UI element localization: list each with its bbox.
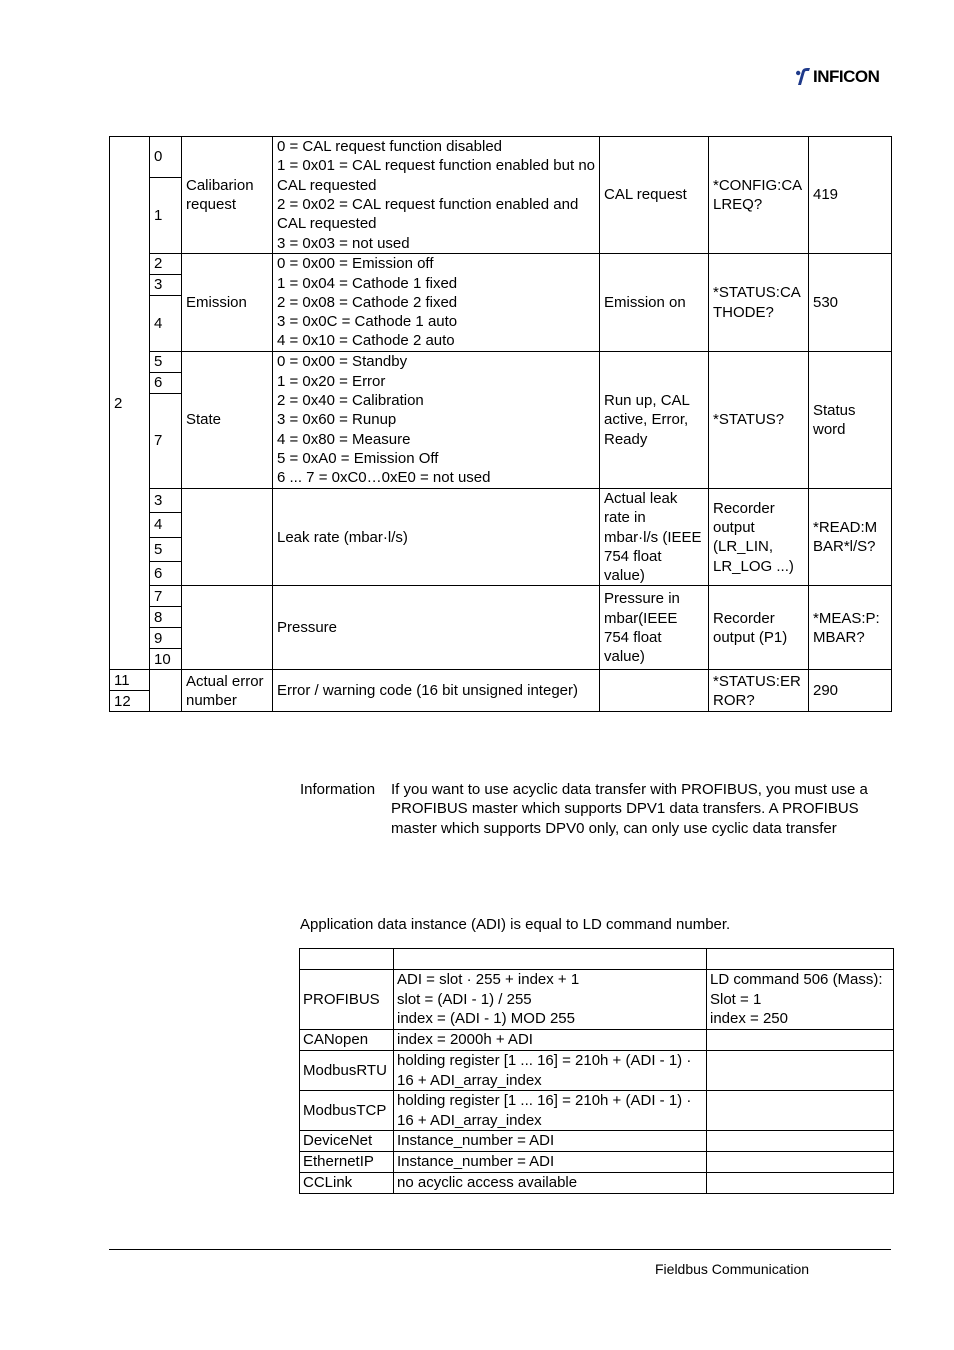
table-row — [110, 137, 892, 178]
number-cell: Status word — [809, 352, 892, 489]
byte-cell: 10 — [150, 649, 182, 670]
values-cell: 0 = 0x00 = Standby 1 = 0x20 = Error 2 = 0x40 = Calibration 3 = 0x60 = Runup 4 = 0x80 = Measure 5 = 0xA0 = Emission Off 6 ... 7 = 0xC0…0xE0 = not used — [273, 352, 600, 489]
bit-cell: 4 — [150, 296, 182, 352]
byte-cell: 12 — [110, 691, 150, 712]
byte-cell: 5 — [150, 537, 182, 561]
example-cell — [707, 1051, 894, 1091]
information-label: Information — [300, 781, 376, 798]
logo-text: INFICON — [813, 67, 880, 86]
adi-note: Application data instance (ADI) is equal to LD command number. — [300, 916, 731, 933]
table-header-row — [300, 949, 894, 970]
footer-section-title: Fieldbus Communication — [655, 1261, 810, 1277]
table-row — [300, 1152, 894, 1173]
meaning-cell: Recorder output (LR_LIN, LR_LOG ...) — [709, 489, 809, 586]
example-cell — [707, 1091, 894, 1131]
status-bits-table — [109, 136, 892, 712]
example-cell — [707, 1131, 894, 1152]
header-cell — [300, 949, 394, 970]
byte-cell: 6 — [150, 562, 182, 586]
example-cell — [707, 1030, 894, 1051]
bit-cell: 1 — [150, 178, 182, 254]
bus-cell: EthernetIP — [300, 1152, 394, 1173]
values-cell: Actual leak rate in mbar·l/s (IEEE 754 float value) — [600, 489, 709, 586]
bit-cell — [182, 489, 273, 586]
bit-cell: 5 — [150, 352, 182, 373]
byte-cell: 11 — [110, 670, 150, 691]
example-cell — [707, 1173, 894, 1194]
byte-cell: 2 — [110, 137, 150, 670]
table-row — [300, 1030, 894, 1051]
table-row — [300, 1173, 894, 1194]
bit-cell: 3 — [150, 275, 182, 296]
formula-cell: Instance_number = ADI — [394, 1152, 707, 1173]
information-text: If you want to use acyclic data transfer with PROFIBUS, you must use a PROFIBUS master which supports DPV1 data transfers. A PROFIBUS master which supports DPV0 only, can only use cyclic data transfer — [391, 781, 868, 837]
bus-cell: ModbusTCP — [300, 1091, 394, 1131]
command-cell: *CONFIG:CALREQ? — [709, 137, 809, 254]
bus-cell: ModbusRTU — [300, 1051, 394, 1091]
values-cell: Error / warning code (16 bit unsigned integer) — [273, 670, 600, 712]
meaning-cell: Recorder output (P1) — [709, 586, 809, 670]
bit-cell: 0 — [150, 137, 182, 178]
table-row — [300, 1131, 894, 1152]
number-cell: 530 — [809, 254, 892, 352]
table-row — [300, 1091, 894, 1131]
name-cell: Emission — [182, 254, 273, 352]
command-cell: *STATUS:CATHODE? — [709, 254, 809, 352]
number-cell: 419 — [809, 137, 892, 254]
adi-mapping-table — [299, 948, 894, 1194]
command-cell: *MEAS:P:MBAR? — [809, 586, 892, 670]
bit-cell: 2 — [150, 254, 182, 275]
name-cell: Pressure — [273, 586, 600, 670]
bit-cell: 7 — [150, 394, 182, 489]
meaning-cell: Run up, CAL active, Error, Ready — [600, 352, 709, 489]
byte-cell: 9 — [150, 628, 182, 649]
header-cell — [707, 949, 894, 970]
name-cell: Actual error number — [182, 670, 273, 712]
byte-cell: 8 — [150, 607, 182, 628]
formula-cell: no acyclic access available — [394, 1173, 707, 1194]
table-row — [110, 670, 892, 691]
formula-cell: holding register [1 ... 16] = 210h + (ADI - 1) · 16 + ADI_array_index — [394, 1091, 707, 1131]
byte-cell: 4 — [150, 513, 182, 537]
name-cell: Calibarion request — [182, 137, 273, 254]
formula-cell: holding register [1 ... 16] = 210h + (ADI - 1) · 16 + ADI_array_index — [394, 1051, 707, 1091]
header-cell — [394, 949, 707, 970]
formula-cell: ADI = slot · 255 + index + 1 slot = (ADI - 1) / 255 index = (ADI - 1) MOD 255 — [394, 970, 707, 1030]
meaning-cell — [600, 670, 709, 712]
name-cell: State — [182, 352, 273, 489]
footer-divider — [109, 1249, 891, 1250]
inficon-logo-icon — [795, 67, 811, 87]
formula-cell: index = 2000h + ADI — [394, 1030, 707, 1051]
byte-cell: 7 — [150, 586, 182, 607]
number-cell: 290 — [809, 670, 892, 712]
table-row — [300, 970, 894, 1030]
inficon-logo — [795, 67, 879, 87]
bus-cell: PROFIBUS — [300, 970, 394, 1030]
byte-cell: 3 — [150, 489, 182, 513]
example-cell: LD command 506 (Mass): Slot = 1 index = 250 — [707, 970, 894, 1030]
meaning-cell: CAL request — [600, 137, 709, 254]
table-row — [300, 1051, 894, 1091]
values-cell: 0 = 0x00 = Emission off 1 = 0x04 = Cathode 1 fixed 2 = 0x08 = Cathode 2 fixed 3 = 0x0C = Cathode 1 auto 4 = 0x10 = Cathode 2 auto — [273, 254, 600, 352]
bus-cell: CCLink — [300, 1173, 394, 1194]
table-row — [110, 586, 892, 607]
name-cell: Leak rate (mbar·l/s) — [273, 489, 600, 586]
values-cell: Pressure in mbar(IEEE 754 float value) — [600, 586, 709, 670]
formula-cell: Instance_number = ADI — [394, 1131, 707, 1152]
table-row — [110, 489, 892, 513]
command-cell: *STATUS:ERROR? — [709, 670, 809, 712]
command-cell: *STATUS? — [709, 352, 809, 489]
bus-cell: DeviceNet — [300, 1131, 394, 1152]
bus-cell: CANopen — [300, 1030, 394, 1051]
command-cell: *READ:MBAR*l/S? — [809, 489, 892, 586]
meaning-cell: Emission on — [600, 254, 709, 352]
bit-cell: 6 — [150, 373, 182, 394]
table-row — [110, 254, 892, 275]
bit-cell — [182, 586, 273, 670]
example-cell — [707, 1152, 894, 1173]
values-cell: 0 = CAL request function disabled 1 = 0x01 = CAL request function enabled but no CAL requested 2 = 0x02 = CAL request function enabled and CAL requested 3 = 0x03 = not used — [273, 137, 600, 254]
bit-cell — [150, 670, 182, 712]
table-row — [110, 352, 892, 373]
